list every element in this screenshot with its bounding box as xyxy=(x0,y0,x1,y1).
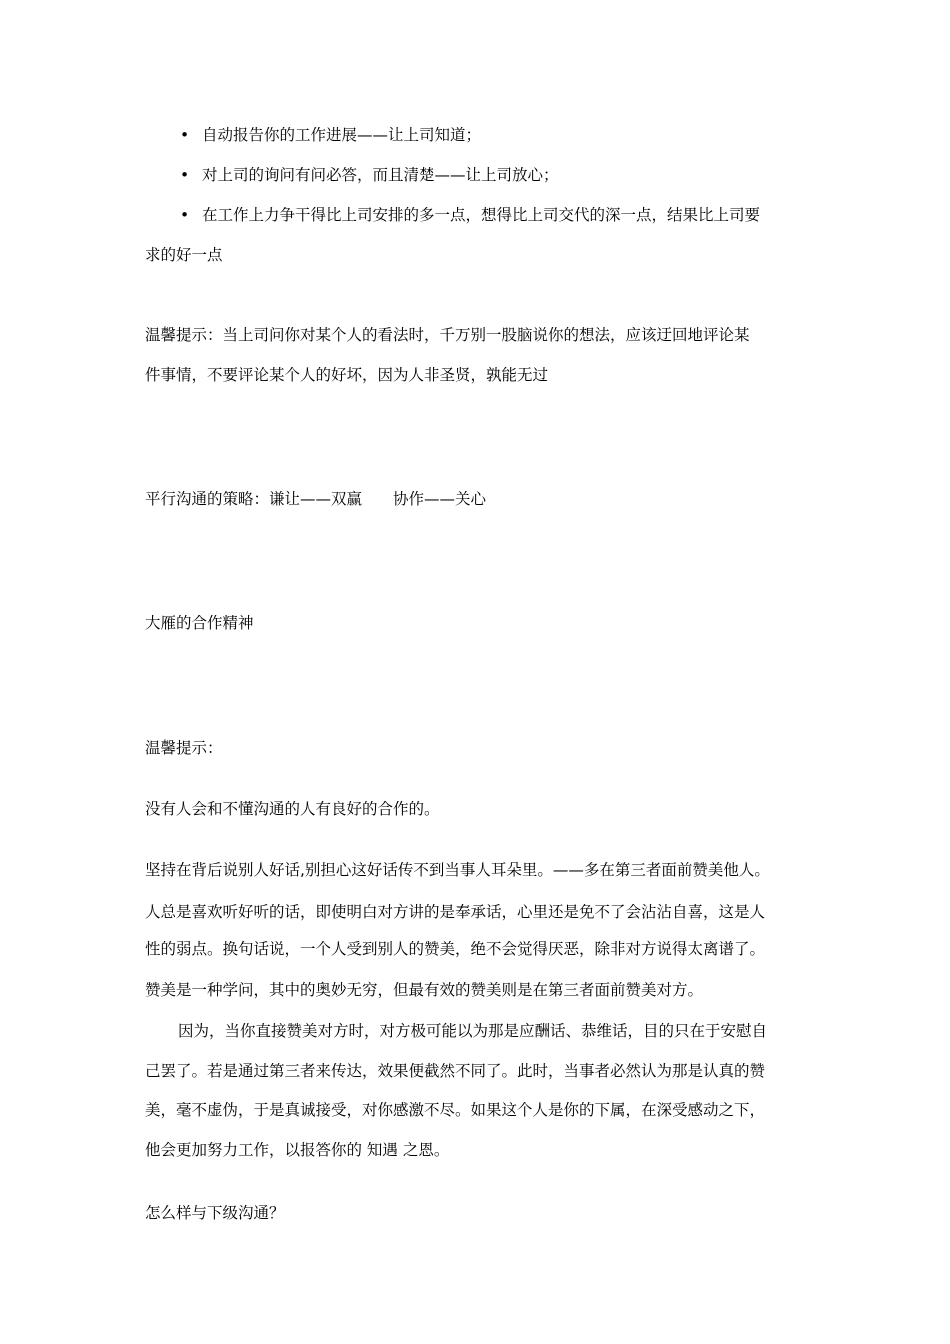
strategy-heading: 平行沟通的策略：谦让——双赢 协作——关心 xyxy=(145,490,487,508)
paragraph-line: 赞美是一种学问，其中的奥妙无穷，但最有效的赞美则是在第三者面前赞美对方。 xyxy=(145,981,704,999)
paragraph-line: 他会更加努力工作，以报答你的 知遇 之恩。 xyxy=(145,1141,450,1159)
paragraph-line: 人总是喜欢听好听的话，即使明白对方讲的是奉承话，心里还是免不了会沾沾自喜，这是人 xyxy=(145,903,766,921)
paragraph-line: 因为，当你直接赞美对方时，对方极可能以为那是应酬话、恭维话，目的只在于安慰自 xyxy=(178,1022,768,1040)
bullet-item xyxy=(180,165,559,185)
bullet-text: 对上司的询问有问必答，而且清楚——让上司放心； xyxy=(202,166,559,184)
tip-line: 件事情，不要评论某个人的好坏，因为人非圣贤，孰能无过 xyxy=(145,366,549,384)
bullet-text: 在工作上力争干得比上司安排的多一点，想得比上司交代的深一点，结果比上司要 xyxy=(202,206,761,224)
bullet-dot: • xyxy=(180,126,190,144)
tip-line: 温馨提示：当上司问你对某个人的看法时，千万别一股脑说你的想法，应该迂回地评论某 xyxy=(145,326,750,344)
paragraph-line: 美，毫不虚伪，于是真诚接受，对你感激不尽。如果这个人是你的下属，在深受感动之下， xyxy=(145,1101,766,1119)
paragraph-line: 性的弱点。换句话说，一个人受到别人的赞美，绝不会觉得厌恶，除非对方说得太离谱了。 xyxy=(145,940,766,958)
bullet-dot: • xyxy=(180,206,190,224)
bullet-dot: • xyxy=(180,166,190,184)
bullet-item xyxy=(180,205,760,225)
paragraph-line: 己罢了。若是通过第三者来传达，效果便截然不同了。此时，当事者必然认为那是认真的赞 xyxy=(145,1062,766,1080)
tip-text: 没有人会和不懂沟通的人有良好的合作的。 xyxy=(145,800,440,818)
section-question: 怎么样与下级沟通？ xyxy=(145,1204,285,1222)
bullet-text: 自动报告你的工作进展——让上司知道； xyxy=(202,126,482,144)
paragraph-line: 坚持在背后说别人好话,别担心这好话传不到当事人耳朵里。——多在第三者面前赞美他人。 xyxy=(145,861,770,879)
bullet-item xyxy=(180,125,481,145)
bullet-continuation: 求的好一点 xyxy=(145,246,223,264)
section-heading: 大雁的合作精神 xyxy=(145,614,254,632)
tip-label: 温馨提示： xyxy=(145,739,223,757)
